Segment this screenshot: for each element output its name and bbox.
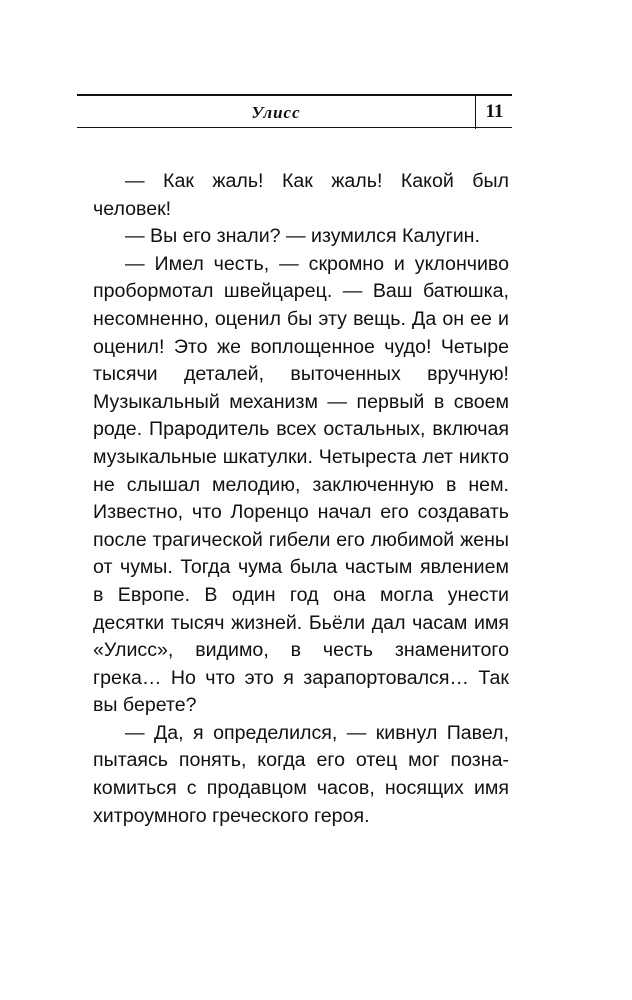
- paragraph-4: — Да, я определился, — кивнул Павел, пытаясь понять, когда его отец мог познакомиться с продавцом часов, носящих имя хитроумного греческого героя.: [93, 721, 509, 827]
- page-number: 11: [485, 101, 504, 122]
- header-divider: [475, 94, 476, 129]
- paragraph-3: — Имел честь, — скромно и уклончиво пробормотал швейцарец. — Ваш батюшка, несомненно, оценил бы эту вещь. Да он ее и оценил! Это же воплощенное чудо! Четыре тысячи деталей, выточенных вручную! Музыкальный механизм — первый в своем роде. Прародитель всех остальных, включая музыкальные шкатулки. Четыреста лет никто не слышал мелодию, заключенную в нем. Известно, что Лоренцо начал его создавать после трагической гибели его любимой жены от чумы. Тогда чума была частым явлением в Европе. В один год она могла унести десятки тысяч жизней. Бьёли дал часам имя «Улисс», видимо, в честь знаменитого грека… Но что это я зарапортовался… Так вы берете?: [93, 252, 509, 717]
- body-text: [93, 168, 509, 830]
- running-header: [77, 94, 512, 128]
- header-bottom-rule: [77, 127, 512, 128]
- paragraph-2: — Вы его знали? — изумился Калугин.: [125, 225, 480, 248]
- paragraph-1: — Как жаль! Как жаль! Какой был человек!: [93, 170, 509, 220]
- header-top-rule: [77, 94, 512, 96]
- running-title: Улисс: [251, 103, 301, 122]
